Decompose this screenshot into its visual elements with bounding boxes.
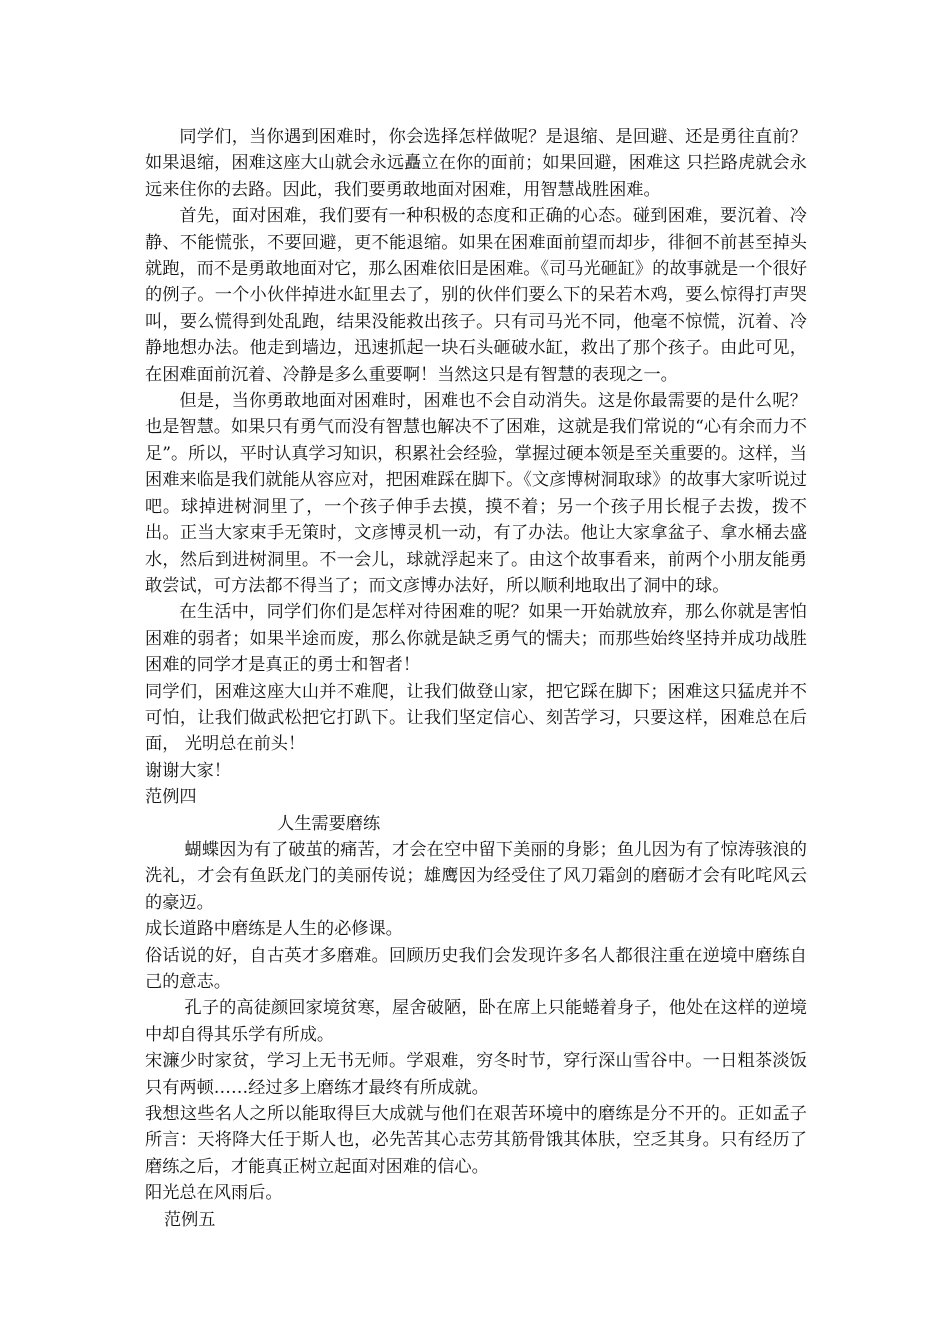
paragraph-butterfly: 蝴蝶因为有了破茧的痛苦，才会在空中留下美丽的身影；鱼儿因为有了惊涛骇浪的洗礼，才会有鱼跃龙门的美丽传说；雄鹰因为经受住了风刀霜剑的磨砺才会有叱咤风云的豪迈。: [145, 839, 807, 913]
paragraph-thanks: 谢谢大家！: [145, 760, 231, 781]
paragraph-yan-hui: 孔子的高徒颜回家境贫寒，屋舍破陋，卧在席上只能蜷着身子，他处在这样的逆境中却自得其乐学有所成。: [145, 998, 807, 1045]
paragraph-first-point: 首先，面对困难，我们要有一种积极的态度和正确的心态。碰到困难，要沉着、冷静、不能慌张，不要回避，更不能退缩。如果在困难面前望而却步，徘徊不前甚至掉头就跑，而不是勇敢地面对它，那么困难依旧是困难。《司马光砸缸》的故事就是一个很好的例子。一个小伙伴掉进水缸里去了，别的伙伴们要么下的呆若木鸡，要么惊得打声哭叫，要么慌得到处乱跑，结果没能救出孩子。只有司马光不同，他毫不惊慌，沉着、冷静地想办法。他走到墙边，迅速抓起一块石头砸破水缸，救出了那个孩子。由此可见，在困难面前沉着、冷静是多么重要啊！当然这只是有智慧的表现之一。: [145, 206, 807, 385]
paragraph-song-lian: 宋濂少时家贫，学习上无书无师。学艰难，穷冬时节，穿行深山雪谷中。一日粗茶淡饭只有两顿……经过多上磨练才最终有所成就。: [145, 1051, 807, 1098]
document-page: [145, 124, 807, 1233]
paragraph-mencius: 我想这些名人之所以能取得巨大成就与他们在艰苦环境中的磨练是分不开的。正如孟子所言：天将降大任于斯人也，必先苦其心志劳其筋骨饿其体肤，空乏其身。只有经历了磨练之后，才能真正树立起面对困难的信心。: [145, 1104, 807, 1177]
paragraph-closing: 同学们，困难这座大山并不难爬，让我们做登山家，把它踩在脚下；困难这只猛虎并不可怕，让我们做武松把它打趴下。让我们坚定信心、刻苦学习，只要这样，困难总在后面， 光明总在前头！: [145, 681, 807, 755]
paragraph-second-point: 但是，当你勇敢地面对困难时，困难也不会自动消失。这是你最需要的是什么呢？也是智慧。如果只有勇气而没有智慧也解决不了困难，这就是我们常说的“心有余而力不足”。所以，平时认真学习知识，积累社会经验，掌握过硬本领是至关重要的。这样，当困难来临是我们就能从容应对，把困难踩在脚下。《文彦博树洞取球》的故事大家听说过吧。球掉进树洞里了，一个孩子伸手去摸，摸不着；另一个孩子用长棍子去拨，拨不出。正当大家束手无策时，文彦博灵机一动，有了办法。他让大家拿盆子、拿水桶去盛水，然后到进树洞里。不一会儿，球就浮起来了。由这个故事看来，前两个小朋友能勇敢尝试，可方法都不得当了；而文彦博办法好，所以顺利地取出了洞中的球。: [145, 391, 807, 596]
essay-title: 人生需要磨练: [277, 813, 381, 834]
paragraph-intro: 同学们，当你遇到困难时，你会选择怎样做呢？是退缩、是回避、还是勇往直前？如果退缩，困难这座大山就会永远矗立在你的面前；如果回避，困难这 只拦路虎就会永远来住你的去路。因此，我们要勇敢地面对困难，用智慧战胜困难。: [145, 127, 807, 200]
paragraph-sunshine: 阳光总在风雨后。: [145, 1183, 283, 1204]
section-heading-example-5: 范例五: [163, 1209, 216, 1230]
section-heading-example-4: 范例四: [145, 787, 197, 808]
paragraph-proverb: 俗话说的好，自古英才多磨难。回顾历史我们会发现许多名人都很注重在逆境中磨练自己的意志。: [145, 945, 807, 992]
paragraph-growth: 成长道路中磨练是人生的必修课。: [145, 919, 403, 940]
paragraph-life-attitude: 在生活中，同学们你们是怎样对待困难的呢？如果一开始就放弃，那么你就是害怕困难的弱者；如果半途而废，那么你就是缺乏勇气的懦夫；而那些始终坚持并成功战胜困难的同学才是真正的勇士和智者！: [145, 602, 807, 676]
